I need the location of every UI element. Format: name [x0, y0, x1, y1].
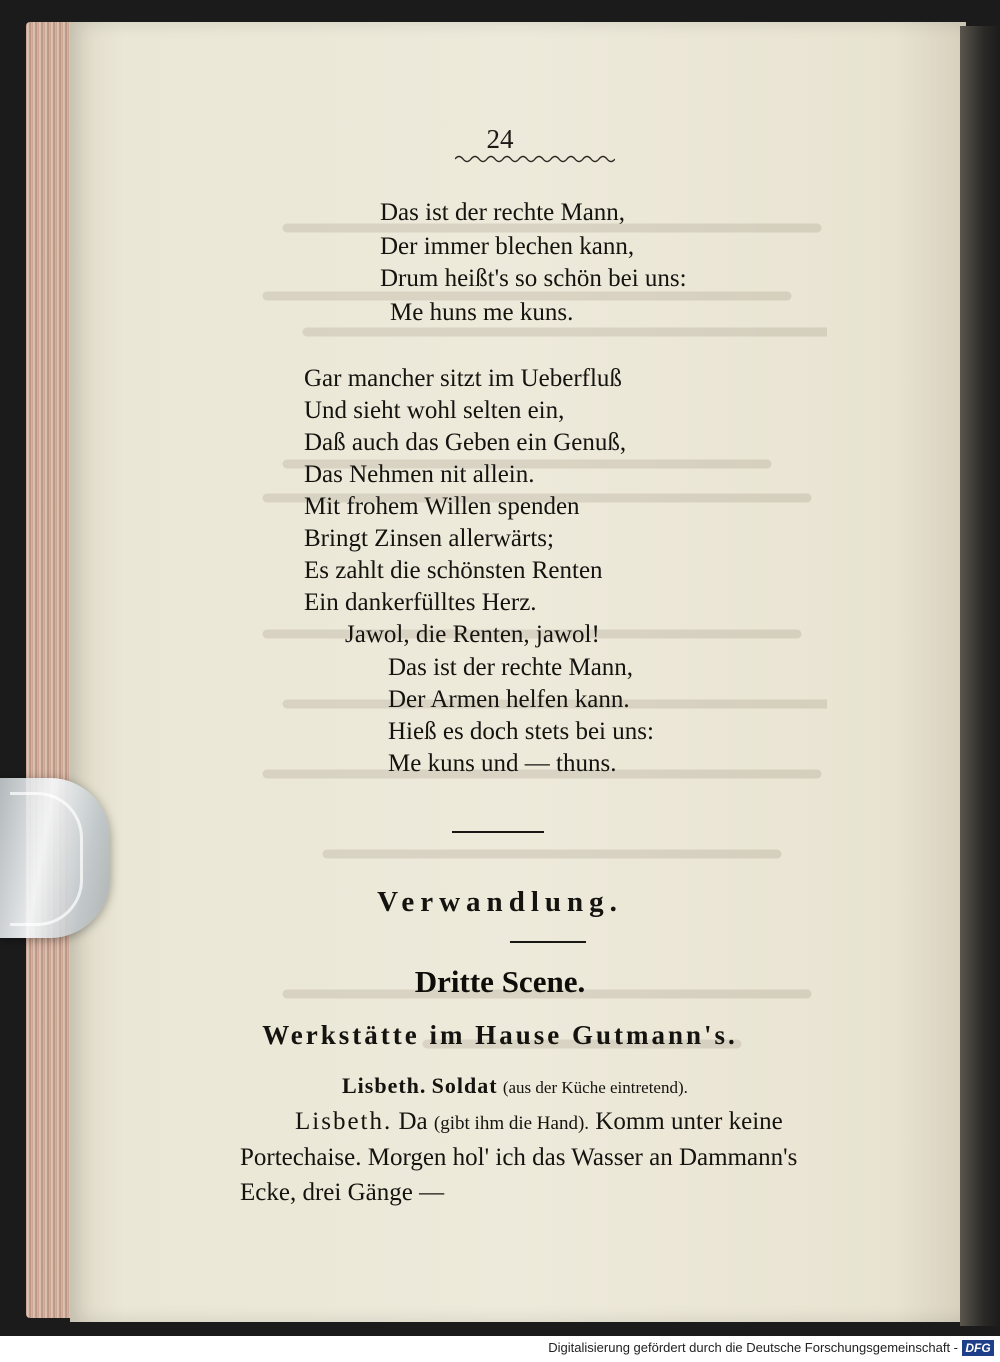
footer-credit: Digitalisierung gefördert durch die Deutsche Forschungsgemeinschaft -	[548, 1340, 958, 1355]
verse-line: Drum heißt's so schön bei uns:	[380, 265, 687, 292]
verse-line: Der Armen helfen kann.	[388, 686, 630, 713]
ornamental-rule	[455, 154, 615, 164]
clip-highlight	[10, 792, 83, 926]
verse-line: Es zahlt die schönsten Renten	[304, 557, 603, 584]
book-clip	[0, 778, 110, 938]
section-divider	[452, 831, 544, 833]
verse-line: Der immer blechen kann,	[380, 233, 635, 260]
verse-line: Me huns me kuns.	[390, 299, 574, 326]
scene-location: Werkstätte im Hause Gutmann's.	[262, 1020, 738, 1050]
verse-line: Bringt Zinsen allerwärts;	[304, 525, 554, 552]
verse-line: Hieß es doch stets bei uns:	[388, 718, 654, 745]
verse-line: Gar mancher sitzt im Ueberfluß	[304, 365, 622, 392]
heading-divider	[510, 941, 586, 943]
scene-title: Dritte Scene.	[414, 964, 586, 999]
transformation-heading: Verwandlung.	[377, 886, 623, 918]
speech-line: Ecke, drei Gänge —	[240, 1179, 445, 1206]
speech-text: Komm unter keine	[595, 1108, 783, 1135]
book-spine	[960, 26, 1000, 1326]
verse-line: Das Nehmen nit allein.	[304, 461, 535, 488]
verse-line: Ein dankerfülltes Herz.	[304, 589, 537, 616]
footer-bar	[0, 1336, 1000, 1362]
dramatis-personae	[342, 1073, 688, 1099]
stage-direction: (aus der Küche eintretend).	[502, 1078, 688, 1097]
character-name: Soldat	[431, 1073, 498, 1098]
speaker-name: Lisbeth.	[295, 1108, 393, 1135]
page-number: 24	[486, 124, 514, 154]
verse-line: Me kuns und — thuns.	[388, 750, 617, 777]
verse-line: Mit frohem Willen spenden	[304, 493, 580, 520]
speech-line: Portechaise. Morgen hol' ich das Wasser an Dammann's	[240, 1144, 798, 1171]
character-name: Lisbeth.	[342, 1073, 427, 1098]
verse-line: Daß auch das Geben ein Genuß,	[304, 429, 627, 456]
speech-line	[295, 1107, 783, 1139]
verse-line: Jawol, die Renten, jawol!	[345, 621, 600, 648]
speech-text: Da	[398, 1108, 428, 1135]
verse-line: Das ist der rechte Mann,	[380, 199, 626, 226]
verse-line: Das ist der rechte Mann,	[388, 654, 634, 681]
verse-line: Und sieht wohl selten ein,	[304, 397, 565, 424]
dfg-logo: DFG	[962, 1340, 994, 1356]
stage-direction: (gibt ihm die Hand).	[433, 1113, 590, 1134]
